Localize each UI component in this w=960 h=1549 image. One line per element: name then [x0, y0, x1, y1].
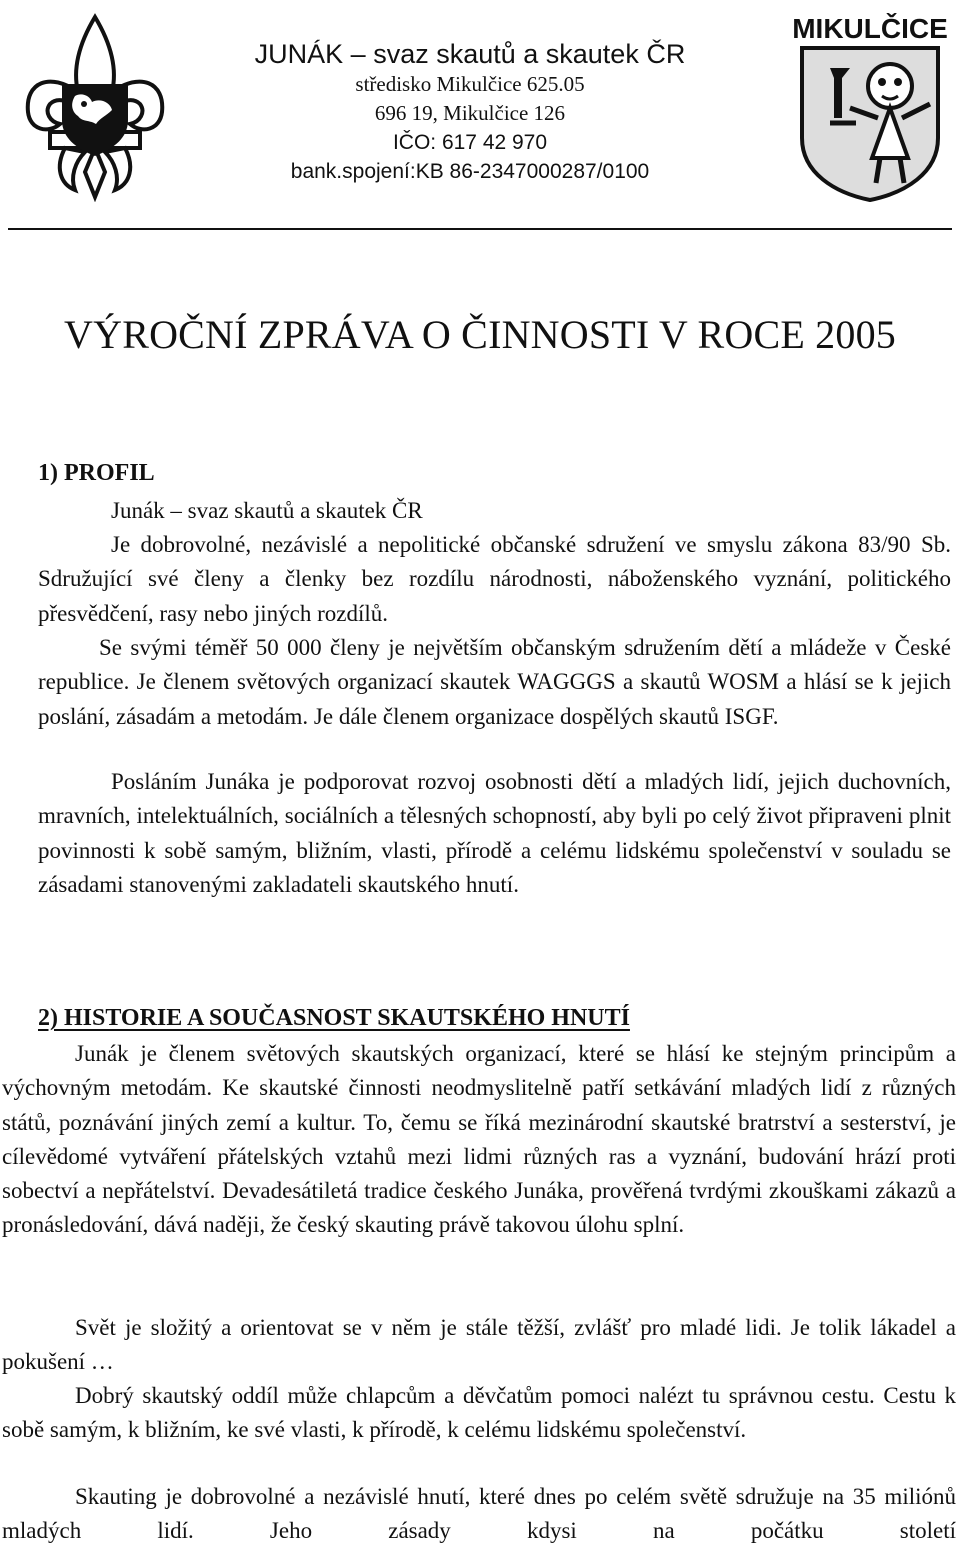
page-title: VÝROČNÍ ZPRÁVA O ČINNOSTI V ROCE 2005: [64, 312, 896, 357]
scout-lily-logo: [20, 12, 170, 202]
section-2-paragraph-3: Dobrý skautský oddíl může chlapcům a děvčatům pomoci nalézt tu správnou cestu. Cestu k sobě samým, k bližním, ke své vlasti, k přírodě, k celému lidskému společenství.: [2, 1383, 956, 1443]
emblem-title: MIKULČICE: [792, 13, 948, 44]
section-2-paragraph-2: Svět je složitý a orientovat se v něm je stále těžší, zvlášť pro mladé lidi. Je tolik lákadel a pokušení …: [2, 1315, 956, 1375]
organization-name: JUNÁK – svaz skautů a skautek ČR: [254, 39, 686, 69]
mikulcice-emblem: [790, 8, 950, 203]
header-block: [250, 38, 690, 186]
ico: IČO: 617 42 970: [392, 131, 548, 154]
section-1-paragraph-2: Se svými téměř 50 000 členy je největším občanským sdružením dětí a mládeže v České republice. Je členem světových organizací skautek WAGGGS a skautů WOSM a hlásí se k jejich poslání, zásadám a metodám. Je dále členem organizace dospělých skautů ISGF.: [38, 635, 951, 729]
address: 696 19, Mikulčice 126: [374, 101, 566, 125]
unit-name: středisko Mikulčice 625.05: [355, 72, 585, 96]
section-2-paragraph-1: Junák je členem světových skautských organizací, které se hlásí ke stejným principům a výchovným metodám. Ke skautské činnosti neodmyslitelně patří setkávání mladých lidí z různých států, poznávání jiných zemí a kultur. To, čemu se říká mezinárodní skautské bratrství a sesterství, je cílevědomé vytváření přátelských vztahů mezi lidmi různých ras a vyznání, budování hrází proti sobectví a nepřátelství. Devadesátiletá tradice českého Junáka, prověřená tvrdými zkouškami zákazů a pronásledování, dává naději, že český skauting právě takovou úlohu splní.: [2, 1041, 956, 1238]
section-2-paragraph-4: Skauting je dobrovolné a nezávislé hnutí, které dnes po celém světě sdružuje na 35 miliónů mladých lidí. Jeho zásady kdysi na počátku století: [2, 1484, 956, 1544]
header-divider: [8, 228, 952, 230]
section-1-paragraph-1: Je dobrovolné, nezávislé a nepolitické občanské sdružení ve smyslu zákona 83/90 Sb. Sdružující své členy a členky bez rozdílu národnosti, náboženského vyznání, politického přesvědčení, rasy nebo jiných rozdílů.: [38, 532, 951, 626]
bank-account: bank.spojení:KB 86-2347000287/0100: [290, 160, 650, 183]
section-1-paragraph-3: Posláním Junáka je podporovat rozvoj osobnosti dětí a mladých lidí, jejich duchovních, mravních, intelektuálních, sociálních a tělesných schopností, aby byli po celý život připraveni plnit povinnosti k sobě samým, bližním, vlasti, přírodě a celému lidskému společenství v souladu se zásadami stanovenými zakladateli skautského hnutí.: [38, 769, 951, 897]
section-1-heading: 1) PROFIL: [38, 460, 155, 486]
section-2-heading: 2) HISTORIE A SOUČASNOST SKAUTSKÉHO HNUTÍ: [38, 1005, 630, 1031]
section-1-org-line: Junák – svaz skautů a skautek ČR: [111, 498, 423, 523]
